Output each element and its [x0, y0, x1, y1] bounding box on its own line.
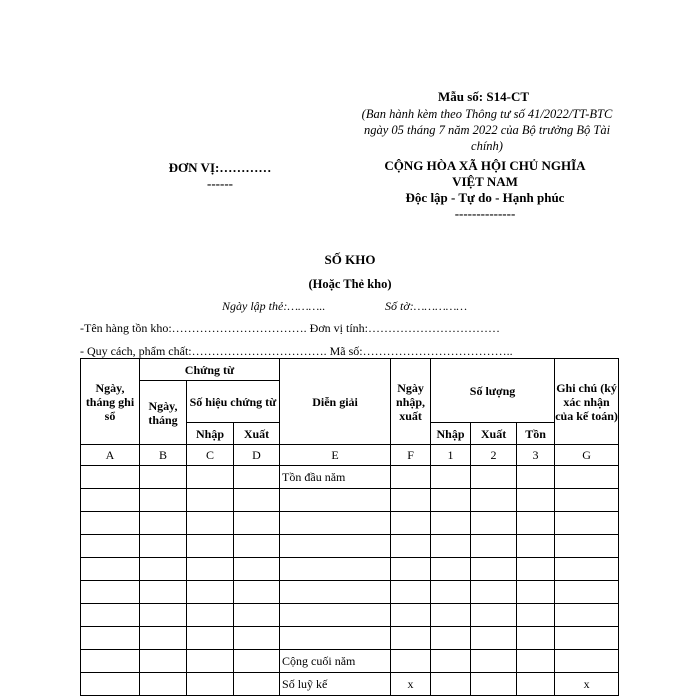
header-voucher-import: Nhập: [187, 423, 234, 445]
table-cell: [140, 466, 187, 489]
note-cell: [555, 581, 619, 604]
form-code: Mẫu số: S14-CT: [438, 89, 530, 104]
description-cell: [280, 512, 391, 535]
header-voucher: Chứng từ: [140, 359, 280, 381]
table-cell: [81, 512, 140, 535]
note-cell: [555, 466, 619, 489]
header-quantity-stock: Tồn: [517, 423, 555, 445]
column-code: B: [140, 445, 187, 466]
table-cell: [187, 512, 234, 535]
in-out-date-cell: x: [391, 673, 431, 696]
table-cell: [471, 673, 517, 696]
table-cell: [187, 466, 234, 489]
table-cell: [234, 581, 280, 604]
in-out-date-cell: [391, 466, 431, 489]
description-cell: Số luỹ kế: [280, 673, 391, 696]
in-out-date-cell: [391, 558, 431, 581]
table-row: [81, 558, 619, 581]
nation-block: [350, 158, 620, 222]
table-cell: [187, 581, 234, 604]
table-cell: [471, 535, 517, 558]
table-cell: [81, 650, 140, 673]
table-cell: [471, 650, 517, 673]
table-cell: [431, 650, 471, 673]
header-note: Ghi chú (ký xác nhận của kế toán): [555, 359, 619, 445]
table-cell: [517, 535, 555, 558]
unit-rule: ------: [207, 176, 233, 191]
table-row: [81, 466, 619, 489]
table-cell: [81, 627, 140, 650]
form-legal-note: (Ban hành kèm theo Thông tư số 41/2022/TT-BTC ngày 05 tháng 7 năm 2022 của Bộ trưởng Bộ Tài chính): [361, 107, 613, 153]
description-cell: [280, 489, 391, 512]
table-cell: [140, 558, 187, 581]
description-cell: [280, 581, 391, 604]
table-cell: [517, 604, 555, 627]
table-cell: [81, 558, 140, 581]
note-cell: x: [555, 673, 619, 696]
table-cell: [517, 489, 555, 512]
table-row: [81, 604, 619, 627]
in-out-date-cell: [391, 512, 431, 535]
table-cell: [140, 535, 187, 558]
table-cell: [431, 673, 471, 696]
table-cell: [471, 581, 517, 604]
unit-label: ĐƠN VỊ:…………: [168, 160, 272, 175]
nation-name-line1: CỘNG HÒA XÃ HỘI CHỦ NGHĨA: [384, 158, 586, 173]
table-cell: [471, 466, 517, 489]
table-cell: [234, 489, 280, 512]
note-cell: [555, 558, 619, 581]
table-cell: [471, 489, 517, 512]
table-cell: [431, 489, 471, 512]
note-cell: [555, 627, 619, 650]
column-code: D: [234, 445, 280, 466]
in-out-date-cell: [391, 627, 431, 650]
table-row: [81, 627, 619, 650]
table-cell: [140, 627, 187, 650]
table-cell: [471, 627, 517, 650]
table-cell: [234, 466, 280, 489]
column-code: 1: [431, 445, 471, 466]
header-description: Diễn giải: [280, 359, 391, 445]
date-created-field: Ngày lập thẻ:………..: [222, 299, 326, 313]
note-cell: [555, 650, 619, 673]
table-cell: [234, 650, 280, 673]
in-out-date-cell: [391, 650, 431, 673]
motto-rule: --------------: [454, 206, 516, 221]
table-cell: [517, 581, 555, 604]
table-cell: [471, 512, 517, 535]
table-cell: [187, 535, 234, 558]
title-block: [0, 252, 700, 292]
in-out-date-cell: [391, 581, 431, 604]
table-cell: [517, 558, 555, 581]
note-cell: [555, 512, 619, 535]
sheet-number-field: Số tờ:……………: [385, 299, 468, 313]
description-cell: [280, 535, 391, 558]
table-cell: [234, 604, 280, 627]
header-voucher-number: Số hiệu chứng từ: [187, 381, 280, 423]
in-out-date-cell: [391, 604, 431, 627]
column-code: F: [391, 445, 431, 466]
item-name-line: -Tên hàng tồn kho:……………………………. Đơn vị tính:……………………………: [80, 321, 500, 335]
column-code: C: [187, 445, 234, 466]
table-row: [81, 581, 619, 604]
unit-block: [150, 160, 290, 192]
table-cell: [81, 466, 140, 489]
header-voucher-export: Xuất: [234, 423, 280, 445]
table-cell: [81, 673, 140, 696]
inventory-ledger-table: [80, 358, 619, 696]
table-cell: [471, 558, 517, 581]
table-cell: [234, 673, 280, 696]
header-quantity: Số lượng: [431, 359, 555, 423]
column-code: E: [280, 445, 391, 466]
page-subtitle: (Hoặc Thẻ kho): [308, 277, 392, 291]
table-cell: [431, 558, 471, 581]
table-cell: [517, 673, 555, 696]
in-out-date-cell: [391, 489, 431, 512]
column-code: A: [81, 445, 140, 466]
table-cell: [431, 604, 471, 627]
table-cell: [187, 604, 234, 627]
table-row: [81, 650, 619, 673]
table-cell: [187, 627, 234, 650]
table-row: [81, 535, 619, 558]
table-cell: [234, 627, 280, 650]
description-cell: Tồn đầu năm: [280, 466, 391, 489]
column-code: 3: [517, 445, 555, 466]
table-cell: [140, 604, 187, 627]
page-title: SỐ KHO: [324, 252, 376, 267]
note-cell: [555, 489, 619, 512]
table-row: [81, 673, 619, 696]
table-row: [81, 512, 619, 535]
description-cell: [280, 604, 391, 627]
column-code: 2: [471, 445, 517, 466]
table-cell: [517, 512, 555, 535]
note-cell: [555, 535, 619, 558]
table-cell: [140, 581, 187, 604]
description-cell: [280, 627, 391, 650]
in-out-date-cell: [391, 535, 431, 558]
table-cell: [517, 650, 555, 673]
header-in-out-date: Ngày nhập, xuất: [391, 359, 431, 445]
table-cell: [140, 673, 187, 696]
table-cell: [431, 535, 471, 558]
table-cell: [234, 558, 280, 581]
table-cell: [140, 650, 187, 673]
column-code-row: [81, 445, 619, 466]
header-voucher-date: Ngày, tháng: [140, 381, 187, 445]
table-cell: [431, 466, 471, 489]
table-cell: [517, 466, 555, 489]
table-cell: [187, 558, 234, 581]
header-entry-date: Ngày, tháng ghi sổ: [81, 359, 140, 445]
table-cell: [81, 489, 140, 512]
national-motto: Độc lập - Tự do - Hạnh phúc: [405, 190, 565, 205]
table-cell: [140, 512, 187, 535]
table-cell: [234, 535, 280, 558]
table-cell: [187, 673, 234, 696]
table-cell: [431, 581, 471, 604]
table-cell: [517, 627, 555, 650]
header-quantity-import: Nhập: [431, 423, 471, 445]
table-cell: [471, 604, 517, 627]
table-cell: [81, 535, 140, 558]
description-cell: [280, 558, 391, 581]
table-cell: [81, 581, 140, 604]
note-cell: [555, 604, 619, 627]
table-row: [81, 489, 619, 512]
description-cell: Cộng cuối năm: [280, 650, 391, 673]
table-cell: [81, 604, 140, 627]
table-cell: [187, 489, 234, 512]
spec-line: - Quy cách, phẩm chất:……………………………. Mã số:………………………………..: [80, 344, 513, 358]
table-cell: [431, 512, 471, 535]
table-cell: [234, 512, 280, 535]
table-cell: [187, 650, 234, 673]
column-code: G: [555, 445, 619, 466]
table-cell: [140, 489, 187, 512]
nation-name-line2: VIỆT NAM: [452, 174, 518, 189]
header-quantity-export: Xuất: [471, 423, 517, 445]
table-cell: [431, 627, 471, 650]
